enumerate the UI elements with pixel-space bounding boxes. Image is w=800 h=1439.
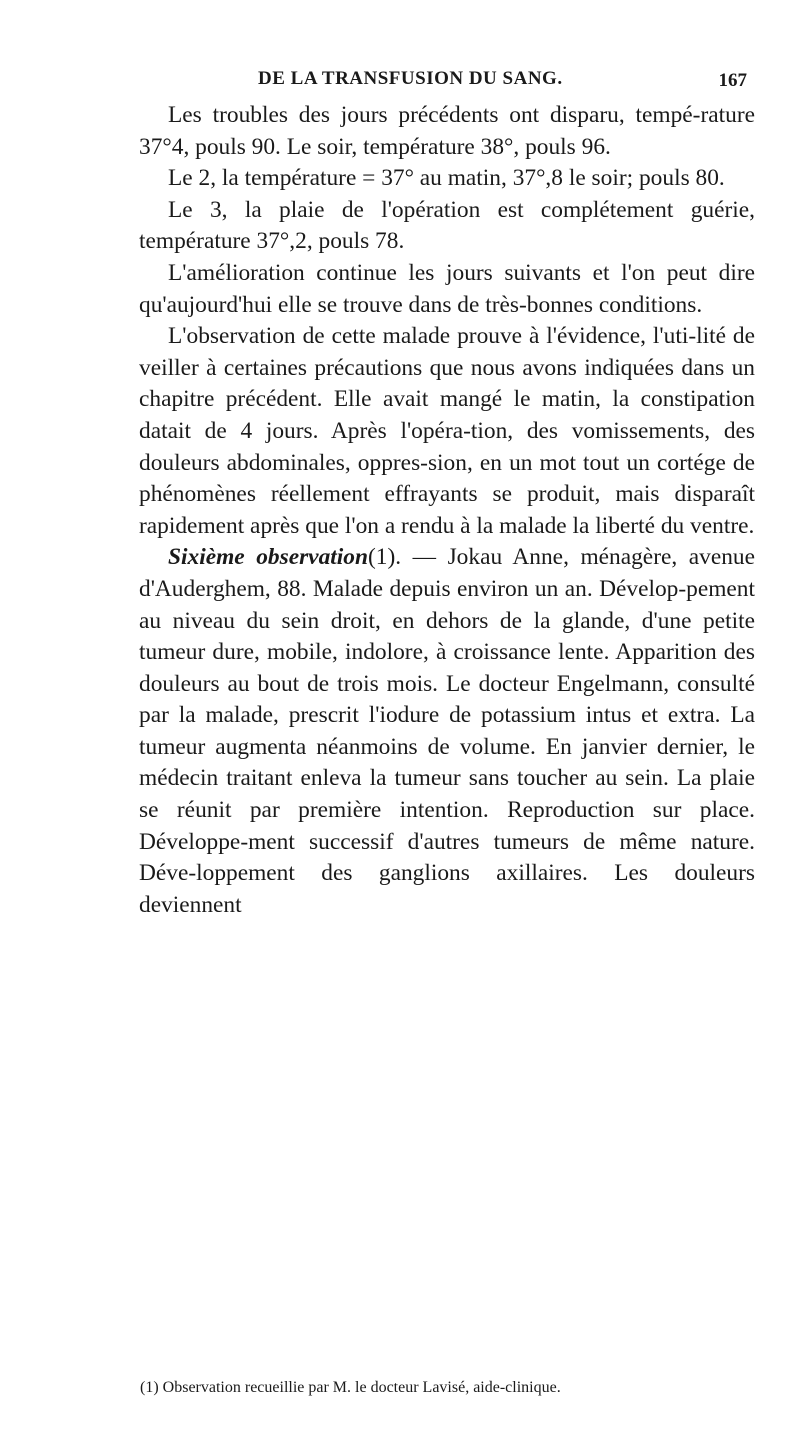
paragraph-temperature-day-1: Les troubles des jours précédents ont disparu, tempé-rature 37°4, pouls 90. Le soir, température 38°, pouls 96. — [139, 102, 755, 160]
running-title: DE LA TRANSFUSION DU SANG. — [258, 68, 563, 89]
paragraph-temperature-day-2: Le 2, la température = 37° au matin, 37°,8 le soir; pouls 80. — [168, 165, 725, 192]
footnote-reference: (1). — [367, 544, 402, 571]
paragraph-sixth-observation — [139, 542, 755, 921]
page-number: 167 — [718, 70, 747, 91]
paragraph-observation-lesson: L'observation de cette malade prouve à l'évidence, l'uti-lité de veiller à certaines précautions que nous avons indiquées dans un chapitre précédent. Elle avait mangé le matin, la constipation datait de 4 jours. Après l'opéra-tion, des vomissements, des douleurs abdominales, oppres-sion, en un mot tout un cortége de phénomènes réellement effrayants se produit, mais disparaît rapidement après que l'on a rendu à la malade la liberté du ventre. — [139, 323, 755, 539]
footnote: (1) Observation recueillie par M. le docteur Lavisé, aide-clinique. — [140, 1379, 561, 1396]
paragraph-wound-healed: Le 3, la plaie de l'opération est complétement guérie, température 37°,2, pouls 78. — [139, 196, 755, 255]
observation-title: Sixième observation — [168, 544, 368, 571]
running-head — [140, 68, 780, 94]
body-text — [139, 100, 755, 921]
observation-text: — Jokau Anne, ménagère, avenue d'Auderghem, 88. Malade depuis environ un an. Dévelop-pement au niveau du sein droit, en dehors de la glande, d'une petite tumeur dure, mobile, indolore, à croissance lente. Apparition des douleurs au bout de trois mois. Le docteur Engelmann, consulté par la malade, prescrit l'iodure de potassium intus et extra. La tumeur augmenta néanmoins de volume. En janvier dernier, le médecin traitant enleva la tumeur sans toucher au sein. La plaie se réunit par première intention. Reproduction sur place. Développe-ment successif d'autres tumeurs de même nature. Déve-loppement des ganglions axillaires. Les douleurs deviennent — [139, 544, 755, 918]
paragraph-improvement: L'amélioration continue les jours suivants et l'on peut dire qu'aujourd'hui elle se trouve dans de très-bonnes conditions. — [139, 259, 755, 318]
